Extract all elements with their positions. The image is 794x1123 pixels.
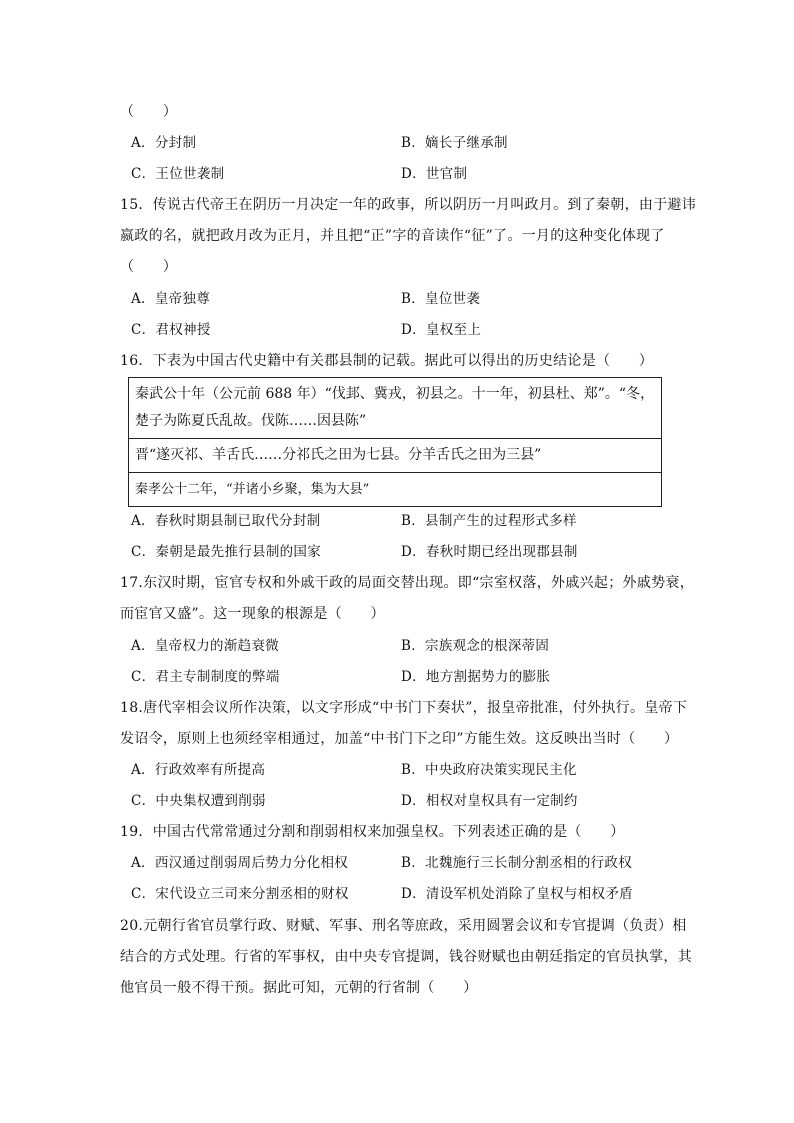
q16-option-a: A．春秋时期县制已取代分封制 <box>131 513 321 529</box>
q14-option-a: A．分封制 <box>131 135 197 151</box>
q18-option-b: B．中央政府决策实现民主化 <box>401 762 577 778</box>
q19-option-c: C．宋代设立三司来分割丞相的财权 <box>131 886 349 902</box>
table-row <box>129 378 662 439</box>
q17-option-d: D．地方割据势力的膨胀 <box>401 669 551 685</box>
q14-stem-tail: （ ） <box>120 104 178 120</box>
q17-stem-line: 而宦官又盛”。这一现象的根源是（ ） <box>120 606 385 622</box>
q17-option-a: A．皇帝权力的渐趋衰微 <box>131 638 280 654</box>
q15-stem-line: 15．传说古代帝王在阴历一月决定一年的政事，所以阴历一月叫政月。到了秦朝，由于避讳 <box>120 197 697 213</box>
q18-option-a: A．行政效率有所提高 <box>131 762 266 778</box>
q14-option-d: D．世官制 <box>401 166 468 182</box>
q15-option-c: C．君权神授 <box>131 322 211 338</box>
q18-option-c: C．中央集权遭到削弱 <box>131 793 266 809</box>
table-cell: 晋“遂灭祁、羊舌氏……分祁氏之田为七县。分羊舌氏之田为三县” <box>129 439 662 473</box>
table-row <box>129 473 662 507</box>
table-cell: 秦孝公十二年，“并诸小乡聚，集为大县” <box>129 473 662 507</box>
q14-option-b: B．嫡长子继承制 <box>401 135 508 151</box>
q15-option-b: B．皇位世袭 <box>401 291 481 307</box>
q19-option-b: B．北魏施行三长制分割丞相的行政权 <box>401 855 633 871</box>
q16-option-b: B．县制产生的过程形式多样 <box>401 513 577 529</box>
q17-option-b: B．宗族观念的根深蒂固 <box>401 638 550 654</box>
q16-stem: 16．下表为中国古代史籍中有关郡县制的记载。据此可以得出的历史结论是（ ） <box>120 353 654 369</box>
q19-option-d: D．清设军机处消除了皇权与相权矛盾 <box>401 886 633 902</box>
q15-option-d: D．皇权至上 <box>401 322 482 338</box>
q16-option-d: D．春秋时期已经出现郡县制 <box>401 544 578 560</box>
table-cell: 秦武公十年（公元前 688 年）“伐邽、冀戎，初县之。十一年，初县杜、郑”。“冬，楚子为陈夏氏乱故。伐陈……因县陈” <box>129 378 662 439</box>
q15-stem-line: 嬴政的名，就把政月改为正月，并且把“正”字的音读作“征”了。一月的这种变化体现了 <box>120 228 665 244</box>
q18-stem-line: 18.唐代宰相会议所作决策，以文字形成“中书门下奏状”，报皇帝批准，付外执行。皇帝下 <box>120 700 688 716</box>
q18-option-d: D．相权对皇权具有一定制约 <box>401 793 578 809</box>
table-row <box>129 439 662 473</box>
q20-stem-line: 20.元朝行省官员掌行政、财赋、军事、刑名等庶政，采用圆署会议和专官提调（负责）相 <box>120 918 687 934</box>
q16-option-c: C．秦朝是最先推行县制的国家 <box>131 544 322 560</box>
q14-option-c: C．王位世袭制 <box>131 166 225 182</box>
q15-stem-line: （ ） <box>120 259 178 275</box>
q20-stem-line: 结合的方式处理。行省的军事权，由中央专官提调，钱谷财赋也由朝廷指定的官员执掌，其 <box>120 949 692 965</box>
q18-stem-line: 发诏令，原则上也须经宰相通过，加盖“中书门下之印”方能生效。这反映出当时（ ） <box>120 731 679 747</box>
q20-stem-line: 他官员一般不得干预。据此可知，元朝的行省制（ ） <box>120 980 478 996</box>
q19-option-a: A．西汉通过削弱周后势力分化相权 <box>131 855 349 871</box>
q16-history-table <box>128 377 662 507</box>
q15-option-a: A．皇帝独尊 <box>131 291 211 307</box>
q17-stem-line: 17.东汉时期，宦官专权和外戚干政的局面交替出现。即“宗室权落，外戚兴起；外戚势衰， <box>120 575 695 591</box>
q17-option-c: C．君主专制制度的弊端 <box>131 669 280 685</box>
q19-stem: 19．中国古代常常通过分割和削弱相权来加强皇权。下列表述正确的是（ ） <box>120 824 625 840</box>
